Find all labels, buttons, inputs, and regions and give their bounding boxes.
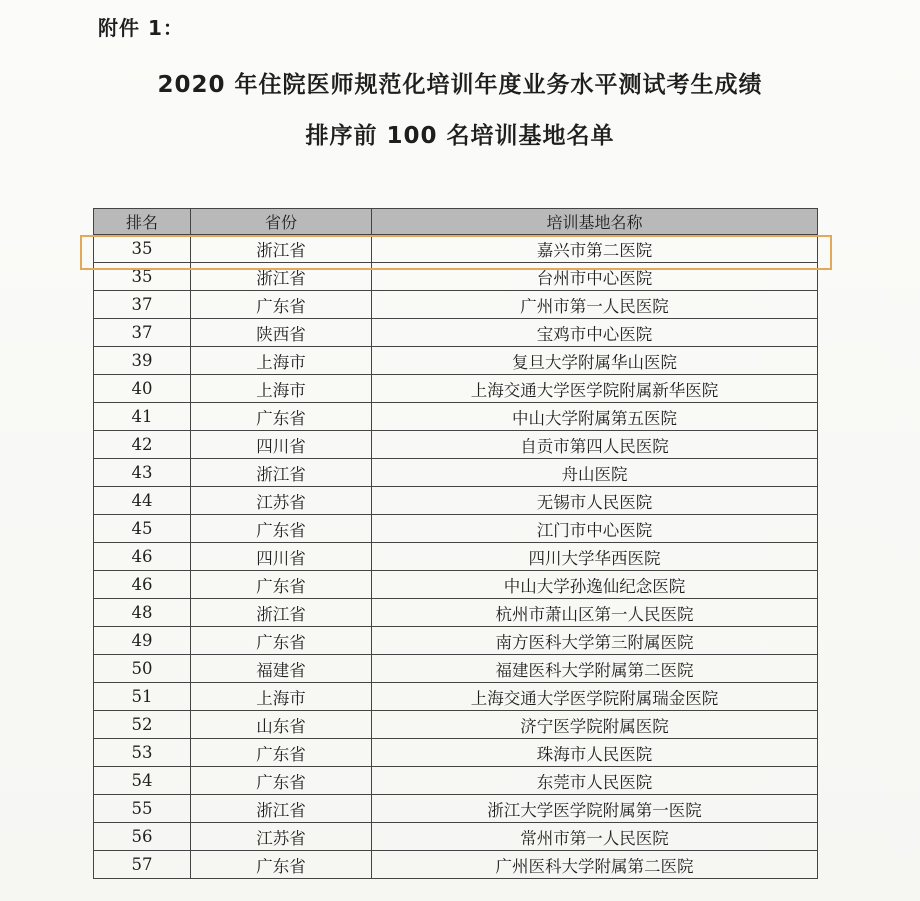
table-row	[94, 459, 818, 487]
cell-rank: 40	[94, 375, 191, 403]
cell-base-name: 广州市第一人民医院	[372, 291, 818, 319]
cell-province: 上海市	[191, 375, 372, 403]
cell-base-name: 江门市中心医院	[372, 515, 818, 543]
table-row	[94, 403, 818, 431]
cell-province: 四川省	[191, 431, 372, 459]
table-row	[94, 347, 818, 375]
table-row	[94, 711, 818, 739]
table-header-row	[94, 209, 818, 235]
cell-rank: 37	[94, 291, 191, 319]
table-row	[94, 851, 818, 879]
table-row	[94, 263, 818, 291]
table-body	[94, 235, 818, 879]
cell-rank: 54	[94, 767, 191, 795]
cell-province: 江苏省	[191, 823, 372, 851]
cell-rank: 56	[94, 823, 191, 851]
table-row	[94, 487, 818, 515]
table-row	[94, 655, 818, 683]
table-row	[94, 683, 818, 711]
training-base-table	[93, 208, 818, 879]
cell-rank: 39	[94, 347, 191, 375]
table-row	[94, 319, 818, 347]
table-row	[94, 543, 818, 571]
table-row	[94, 767, 818, 795]
cell-base-name: 珠海市人民医院	[372, 739, 818, 767]
cell-province: 广东省	[191, 291, 372, 319]
attachment-label: 附件 1：	[98, 16, 184, 40]
cell-base-name: 广州医科大学附属第二医院	[372, 851, 818, 879]
cell-province: 广东省	[191, 515, 372, 543]
cell-rank: 44	[94, 487, 191, 515]
cell-province: 上海市	[191, 683, 372, 711]
cell-base-name: 舟山医院	[372, 459, 818, 487]
cell-rank: 53	[94, 739, 191, 767]
table-row	[94, 515, 818, 543]
table-row	[94, 739, 818, 767]
cell-rank: 46	[94, 543, 191, 571]
cell-rank: 35	[94, 263, 191, 291]
cell-base-name: 东莞市人民医院	[372, 767, 818, 795]
cell-province: 福建省	[191, 655, 372, 683]
table-row	[94, 823, 818, 851]
cell-base-name: 常州市第一人民医院	[372, 823, 818, 851]
cell-base-name: 济宁医学院附属医院	[372, 711, 818, 739]
cell-province: 浙江省	[191, 263, 372, 291]
cell-rank: 57	[94, 851, 191, 879]
cell-base-name: 四川大学华西医院	[372, 543, 818, 571]
table-row	[94, 571, 818, 599]
cell-rank: 41	[94, 403, 191, 431]
document-title-line-2: 排序前 100 名培训基地名单	[305, 123, 615, 149]
document-title-line-1: 2020 年住院医师规范化培训年度业务水平测试考生成绩	[157, 72, 763, 98]
cell-province: 广东省	[191, 851, 372, 879]
cell-rank: 42	[94, 431, 191, 459]
cell-rank: 35	[94, 235, 191, 263]
cell-province: 上海市	[191, 347, 372, 375]
cell-province: 浙江省	[191, 235, 372, 263]
cell-rank: 55	[94, 795, 191, 823]
cell-province: 江苏省	[191, 487, 372, 515]
cell-province: 陕西省	[191, 319, 372, 347]
column-header-rank: 排名	[94, 209, 191, 235]
cell-base-name: 杭州市萧山区第一人民医院	[372, 599, 818, 627]
cell-base-name: 南方医科大学第三附属医院	[372, 627, 818, 655]
cell-base-name: 福建医科大学附属第二医院	[372, 655, 818, 683]
cell-rank: 46	[94, 571, 191, 599]
cell-base-name: 中山大学孙逸仙纪念医院	[372, 571, 818, 599]
cell-base-name: 上海交通大学医学院附属新华医院	[372, 375, 818, 403]
table-row	[94, 235, 818, 263]
column-header-base-name: 培训基地名称	[372, 209, 818, 235]
cell-province: 四川省	[191, 543, 372, 571]
cell-rank: 48	[94, 599, 191, 627]
cell-province: 广东省	[191, 627, 372, 655]
cell-province: 广东省	[191, 767, 372, 795]
cell-rank: 45	[94, 515, 191, 543]
cell-province: 广东省	[191, 571, 372, 599]
cell-province: 山东省	[191, 711, 372, 739]
cell-base-name: 浙江大学医学院附属第一医院	[372, 795, 818, 823]
cell-province: 浙江省	[191, 795, 372, 823]
cell-base-name: 嘉兴市第二医院	[372, 235, 818, 263]
cell-rank: 49	[94, 627, 191, 655]
cell-province: 广东省	[191, 403, 372, 431]
table-row	[94, 431, 818, 459]
cell-base-name: 中山大学附属第五医院	[372, 403, 818, 431]
cell-rank: 43	[94, 459, 191, 487]
table-row	[94, 291, 818, 319]
cell-rank: 37	[94, 319, 191, 347]
cell-base-name: 复旦大学附属华山医院	[372, 347, 818, 375]
cell-province: 浙江省	[191, 459, 372, 487]
table-row	[94, 599, 818, 627]
table-row	[94, 795, 818, 823]
column-header-province: 省份	[191, 209, 372, 235]
cell-base-name: 无锡市人民医院	[372, 487, 818, 515]
cell-rank: 51	[94, 683, 191, 711]
table-row	[94, 375, 818, 403]
cell-province: 浙江省	[191, 599, 372, 627]
cell-base-name: 宝鸡市中心医院	[372, 319, 818, 347]
cell-rank: 50	[94, 655, 191, 683]
cell-base-name: 上海交通大学医学院附属瑞金医院	[372, 683, 818, 711]
cell-base-name: 台州市中心医院	[372, 263, 818, 291]
cell-province: 广东省	[191, 739, 372, 767]
cell-base-name: 自贡市第四人民医院	[372, 431, 818, 459]
cell-rank: 52	[94, 711, 191, 739]
table-row	[94, 627, 818, 655]
